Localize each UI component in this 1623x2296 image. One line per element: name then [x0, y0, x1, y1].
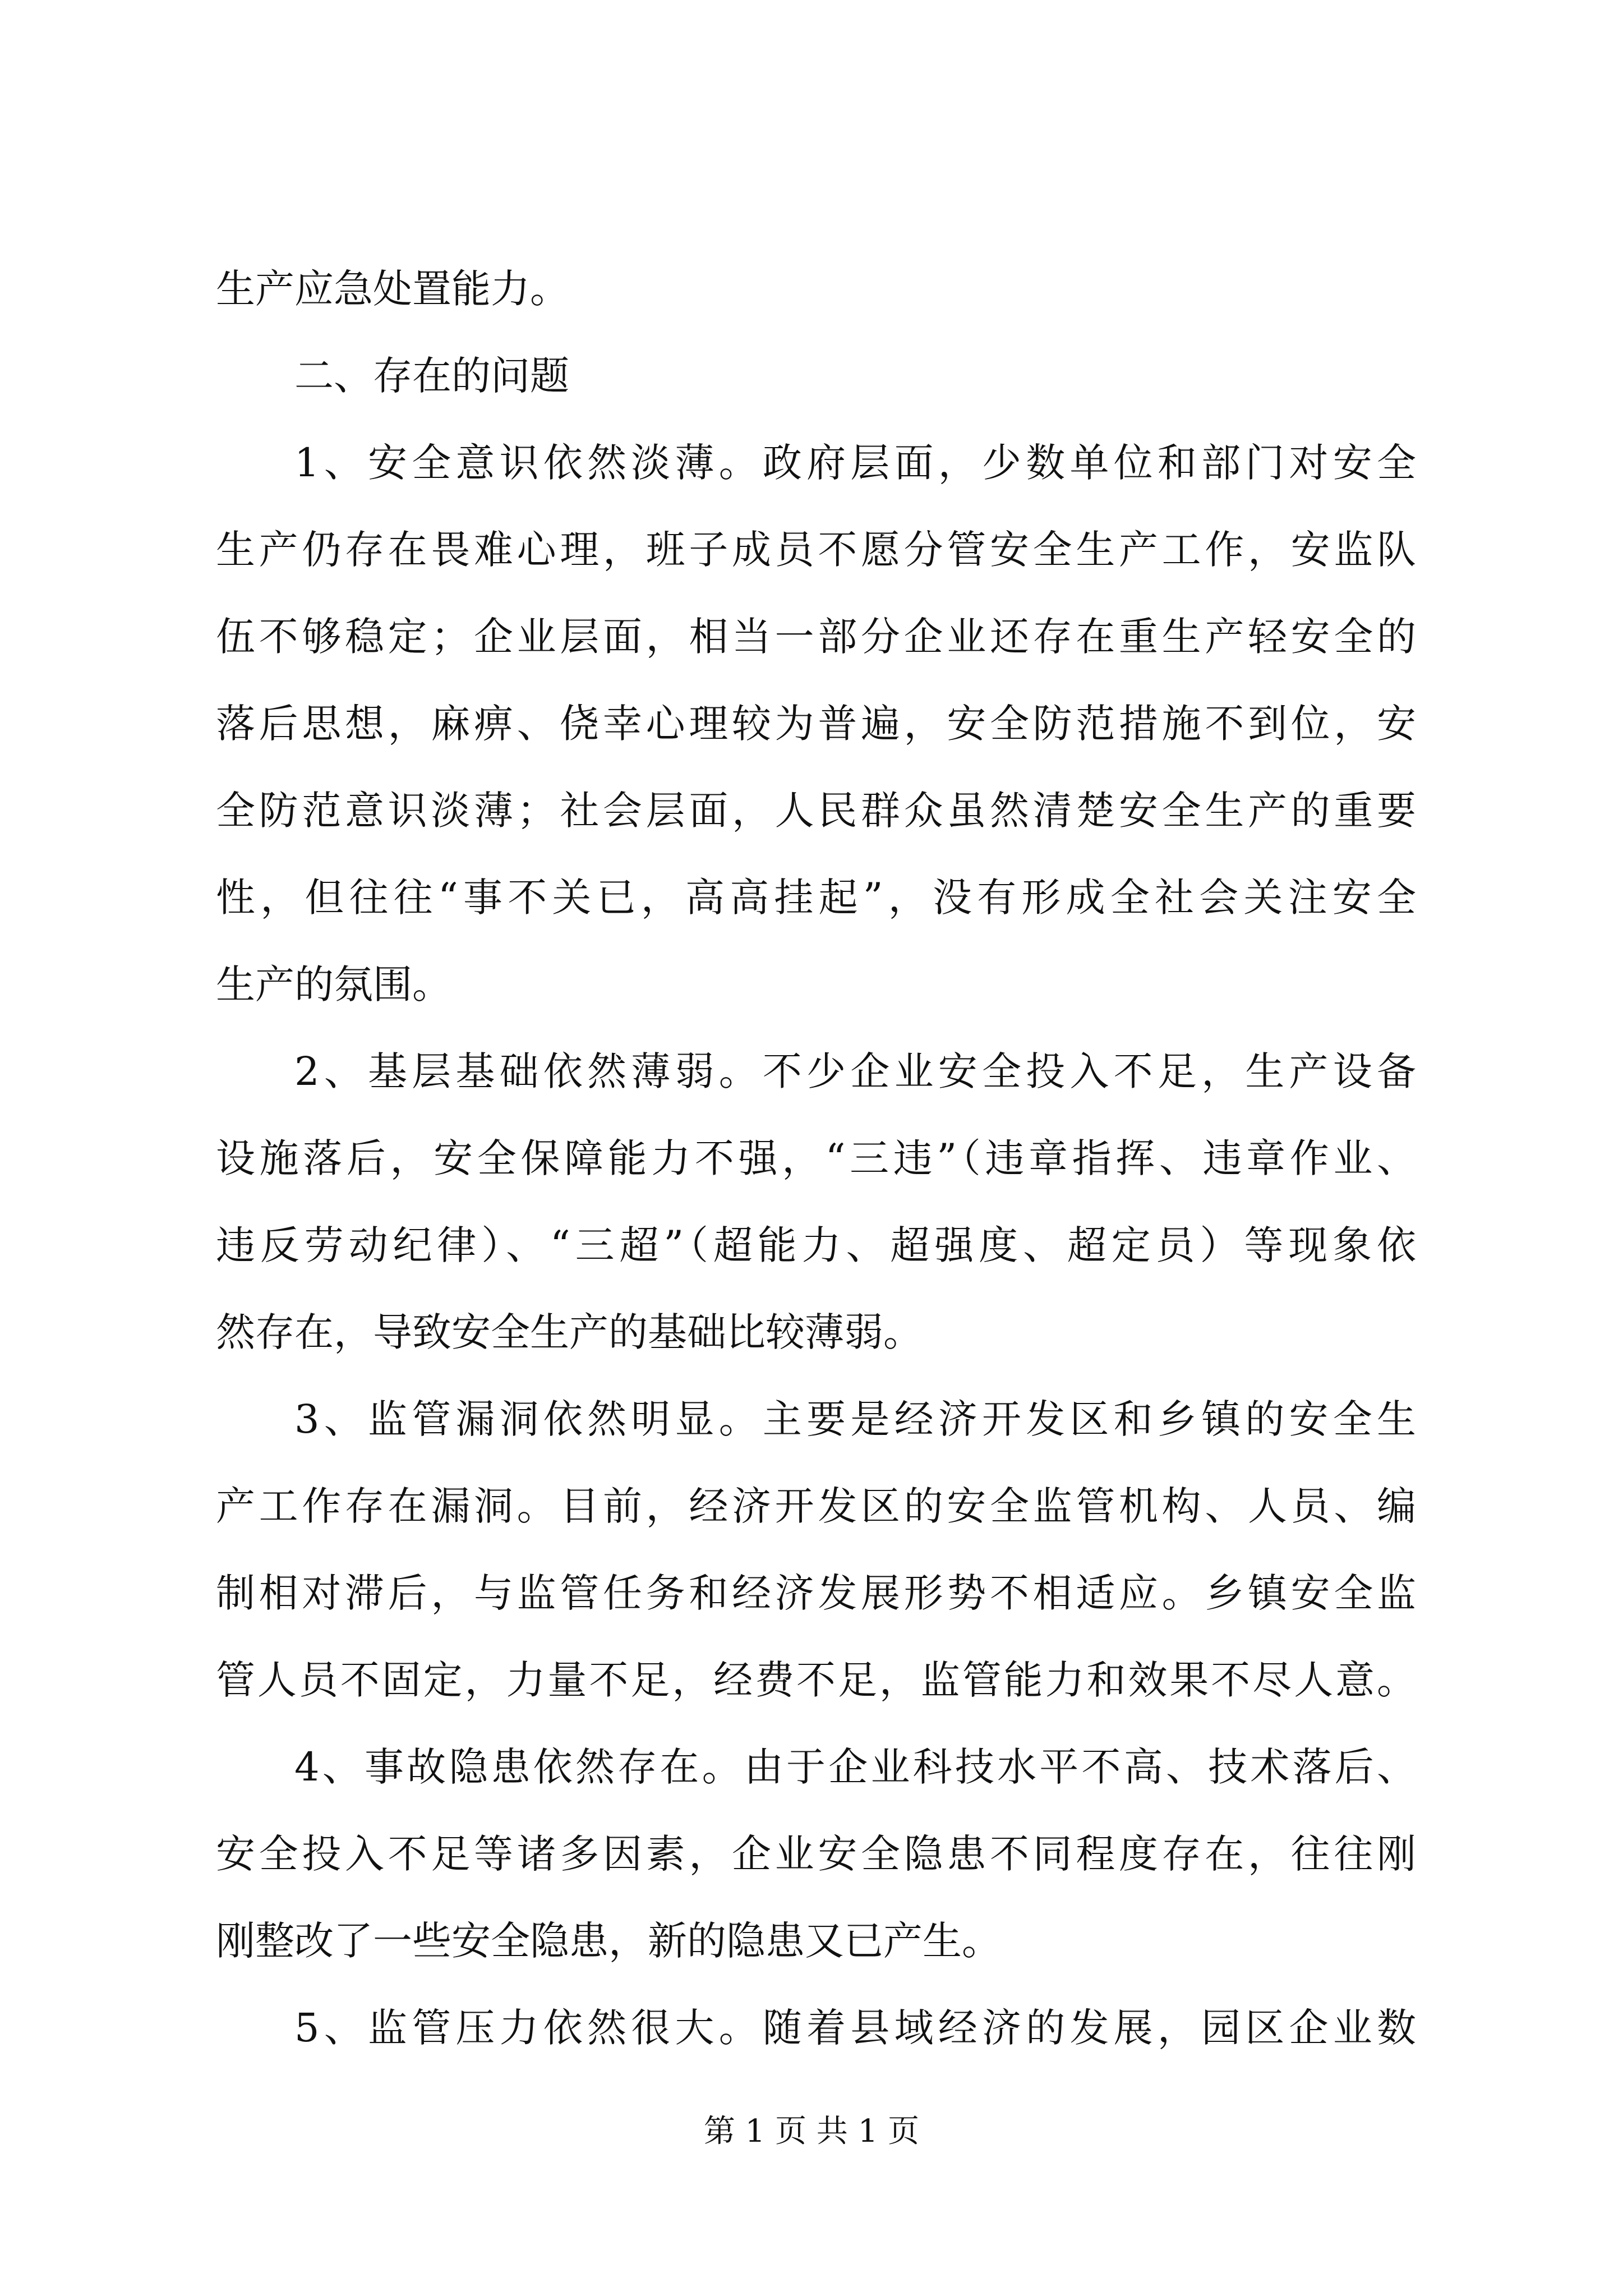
section-heading: 二、存在的问题 — [294, 353, 569, 399]
text-line: 然存在，导致安全生产的基础比较薄弱。 — [216, 1309, 923, 1355]
text-line: 性，但往往“事不关已，高高挂起”，没有形成全社会关注安全 — [216, 875, 1416, 921]
text-line: 生产仍存在畏难心理，班子成员不愿分管安全生产工作，安监队 — [216, 527, 1416, 573]
text-line: 安全投入不足等诸多因素，企业安全隐患不同程度存在，往往刚 — [216, 1831, 1416, 1877]
text-line: 1、安全意识依然淡薄。政府层面，少数单位和部门对安全 — [294, 440, 1416, 486]
page-footer: 第 1 页 共 1 页 — [703, 2113, 920, 2150]
text-line: 全防范意识淡薄；社会层面，人民群众虽然清楚安全生产的重要 — [216, 788, 1416, 834]
text-line: 设施落后，安全保障能力不强，“三违”（违章指挥、违章作业、 — [216, 1135, 1416, 1181]
text-line: 违反劳动纪律）、“三超”（超能力、超强度、超定员）等现象依 — [216, 1222, 1416, 1268]
text-line: 制相对滞后，与监管任务和经济发展形势不相适应。乡镇安全监 — [216, 1570, 1416, 1616]
text-line: 刚整改了一些安全隐患，新的隐患又已产生。 — [216, 1918, 1001, 1964]
text-line: 产工作存在漏洞。目前，经济开发区的安全监管机构、人员、编 — [216, 1483, 1416, 1529]
text-line: 3、监管漏洞依然明显。主要是经济开发区和乡镇的安全生 — [294, 1396, 1416, 1442]
text-line: 落后思想，麻痹、侥幸心理较为普遍，安全防范措施不到位，安 — [216, 701, 1416, 747]
text-line: 生产的氛围。 — [216, 961, 451, 1007]
text-line: 生产应急处置能力。 — [216, 266, 569, 312]
body-text — [216, 246, 1416, 2072]
text-line: 伍不够稳定；企业层面，相当一部分企业还存在重生产轻安全的 — [216, 614, 1416, 660]
text-line: 2、基层基础依然薄弱。不少企业安全投入不足，生产设备 — [294, 1048, 1416, 1094]
text-line: 管人员不固定，力量不足，经费不足，监管能力和效果不尽人意。 — [216, 1657, 1416, 1703]
text-line: 4、事故隐患依然存在。由于企业科技水平不高、技术落后、 — [294, 1744, 1416, 1790]
text-line: 5、监管压力依然很大。随着县域经济的发展，园区企业数 — [294, 2005, 1416, 2051]
